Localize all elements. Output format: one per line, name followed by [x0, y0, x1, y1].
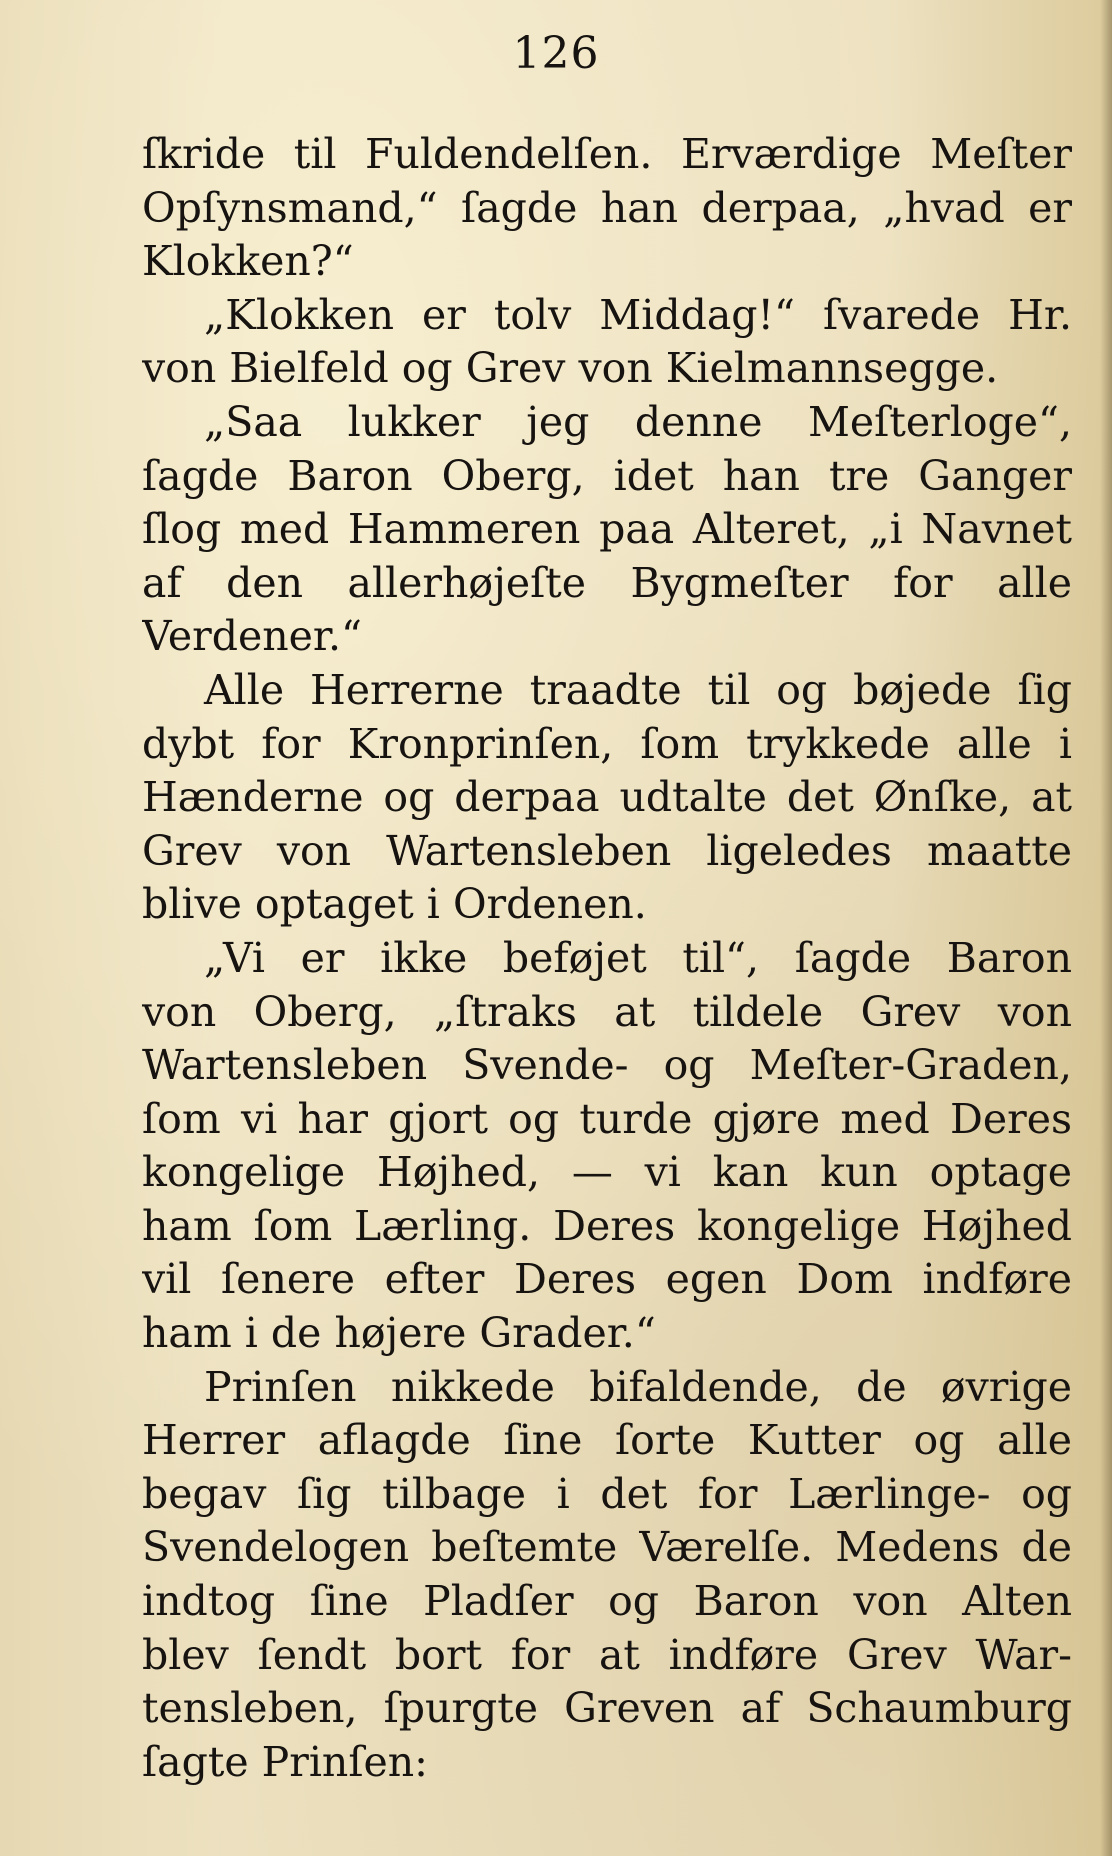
text-line: Verdener.“: [142, 612, 362, 661]
text-line: von Bielfeld og Grev von Kielmannsegge.: [142, 344, 999, 393]
text-line: Alle Herrerne traadte til og bøjede ſig: [204, 665, 1072, 714]
text-line: Opſynsmand,“ ſagde han derpaa, „hvad er: [142, 183, 1072, 232]
page-number: 126: [512, 28, 600, 79]
text-line: ſagte Prinſen:: [142, 1737, 428, 1786]
text-line: ſom vi har gjort og turde gjøre med Deres: [142, 1094, 1072, 1143]
text-line: von Oberg, „ſtraks at tildele Grev von: [142, 987, 1072, 1036]
page-edge-shadow: [1100, 0, 1112, 1856]
text-line: Herrer aflagde ſine ſorte Kutter og alle: [142, 1416, 1072, 1465]
text-line: blive optaget i Ordenen.: [142, 880, 647, 929]
text-line: ſkride til Fuldendelſen. Erværdige Meſter: [142, 130, 1072, 178]
text-line: blev ſendt bort for at indføre Grev War-: [142, 1630, 1072, 1679]
text-line: tensleben, ſpurgte Greven af Schaumburg: [142, 1684, 1072, 1733]
text-line: Svendelogen beſtemte Værelſe. Medens de: [142, 1523, 1072, 1572]
text-line: begav ſig tilbage i det for Lærlinge- og: [142, 1469, 1072, 1518]
text-line: „Saa lukker jeg denne Meſterloge“,: [204, 397, 1072, 446]
text-line: ham ſom Lærling. Deres kongelige Højhed: [142, 1201, 1072, 1250]
text-line: Grev von Wartensleben ligeledes maatte: [142, 826, 1072, 875]
text-line: vil ſenere efter Deres egen Dom indføre: [142, 1255, 1072, 1304]
text-line: ham i de højere Grader.“: [142, 1309, 656, 1358]
text-line: ſlog med Hammeren paa Alteret, „i Navnet: [142, 505, 1072, 554]
text-line: Wartensleben Svende- og Meſter-Graden,: [142, 1041, 1072, 1090]
body-text: [142, 128, 1072, 1789]
text-line: Klokken?“: [142, 237, 354, 286]
text-line: ſagde Baron Oberg, idet han tre Ganger: [142, 451, 1072, 500]
text-line: kongelige Højhed, — vi kan kun optage: [142, 1148, 1072, 1197]
text-line: Prinſen nikkede bifaldende, de øvrige: [204, 1362, 1072, 1411]
text-line: dybt for Kronprinſen, ſom trykkede alle i: [142, 719, 1072, 768]
text-line: af den allerhøjeſte Bygmeſter for alle: [142, 558, 1072, 607]
text-line: indtog ſine Pladſer og Baron von Alten: [142, 1577, 1072, 1626]
text-line: „Vi er ikke beføjet til“, ſagde Baron: [204, 933, 1072, 982]
text-line: „Klokken er tolv Middag!“ ſvarede Hr.: [204, 290, 1072, 339]
text-line: Hænderne og derpaa udtalte det Ønſke, at: [142, 773, 1072, 822]
